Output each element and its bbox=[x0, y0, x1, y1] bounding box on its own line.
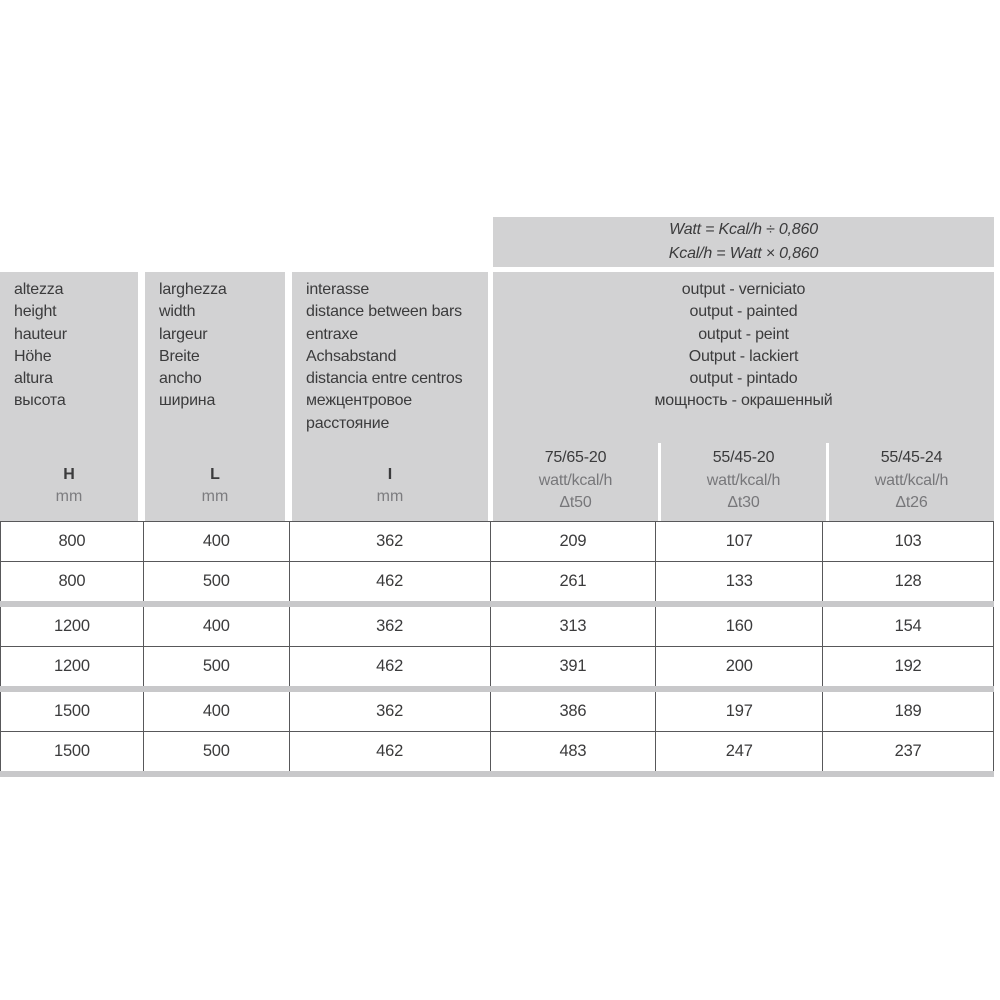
cell-height: 1500 bbox=[1, 732, 144, 771]
table-row bbox=[0, 562, 994, 601]
subheader-dt50 bbox=[493, 443, 658, 521]
cell-width: 500 bbox=[144, 647, 290, 686]
interaxis-label-es: distancia entre centros bbox=[306, 370, 463, 388]
height-labels bbox=[0, 272, 138, 413]
interaxis-label-ru: межцентровое расстояние bbox=[306, 392, 412, 432]
regime-dt26: 55/45-24 bbox=[880, 449, 943, 466]
delta-dt30: Δt30 bbox=[727, 494, 760, 511]
output-labels bbox=[493, 272, 994, 443]
output-label-fr: output - peint bbox=[698, 325, 789, 343]
delta-dt26: Δt26 bbox=[895, 494, 928, 511]
cell-interaxis: 362 bbox=[290, 607, 491, 646]
delta-dt50: Δt50 bbox=[559, 494, 592, 511]
output-label-ru: мощность - окрашенный bbox=[654, 392, 833, 410]
cell-output-dt50: 261 bbox=[491, 562, 657, 601]
height-label-es: altura bbox=[14, 370, 53, 388]
width-unit: mm bbox=[201, 488, 229, 505]
height-label-en: height bbox=[14, 303, 57, 321]
cell-output-dt30: 107 bbox=[656, 522, 823, 561]
interaxis-symbol-block bbox=[292, 464, 488, 508]
table-row bbox=[0, 607, 994, 646]
interaxis-label-fr: entraxe bbox=[306, 325, 358, 343]
cell-interaxis: 462 bbox=[290, 732, 491, 771]
output-label-es: output - pintado bbox=[689, 370, 798, 388]
cell-width: 400 bbox=[144, 607, 290, 646]
header-column-height bbox=[0, 272, 138, 521]
cell-output-dt26: 192 bbox=[823, 647, 994, 686]
width-label-fr: largeur bbox=[159, 325, 208, 343]
width-label-en: width bbox=[159, 303, 196, 321]
cell-height: 1500 bbox=[1, 692, 144, 731]
width-label-it: larghezza bbox=[159, 281, 227, 298]
cell-output-dt26: 103 bbox=[823, 522, 994, 561]
output-label-en: output - painted bbox=[689, 303, 798, 321]
header-column-interaxis bbox=[292, 272, 488, 521]
cell-height: 1200 bbox=[1, 647, 144, 686]
cell-width: 400 bbox=[144, 522, 290, 561]
interaxis-label-en: distance between bars bbox=[306, 303, 462, 321]
unit-dt30: watt/kcal/h bbox=[706, 471, 781, 489]
cell-output-dt26: 189 bbox=[823, 692, 994, 731]
interaxis-unit: mm bbox=[376, 488, 404, 505]
cell-interaxis: 362 bbox=[290, 522, 491, 561]
interaxis-labels bbox=[292, 272, 488, 435]
cell-output-dt50: 391 bbox=[491, 647, 657, 686]
cell-width: 500 bbox=[144, 562, 290, 601]
output-label-de: Output - lackiert bbox=[688, 347, 799, 365]
height-label-fr: hauteur bbox=[14, 325, 67, 343]
formula-line-1: Watt = Kcal/h ÷ 0,860 bbox=[669, 221, 818, 238]
table-row bbox=[0, 692, 994, 731]
width-symbol-block bbox=[145, 464, 285, 508]
cell-output-dt50: 386 bbox=[491, 692, 657, 731]
header-column-output bbox=[493, 272, 994, 521]
table-row bbox=[0, 647, 994, 686]
cell-output-dt30: 200 bbox=[656, 647, 823, 686]
cell-output-dt50: 209 bbox=[491, 522, 657, 561]
cell-width: 500 bbox=[144, 732, 290, 771]
header-column-width bbox=[145, 272, 285, 521]
height-label-it: altezza bbox=[14, 281, 64, 298]
cell-width: 400 bbox=[144, 692, 290, 731]
cell-output-dt26: 128 bbox=[823, 562, 994, 601]
interaxis-label-it: interasse bbox=[306, 281, 370, 298]
cell-output-dt30: 247 bbox=[656, 732, 823, 771]
regime-dt30: 55/45-20 bbox=[712, 449, 775, 466]
cell-interaxis: 362 bbox=[290, 692, 491, 731]
cell-output-dt26: 237 bbox=[823, 732, 994, 771]
width-labels bbox=[145, 272, 285, 413]
formula-line-2: Kcal/h = Watt × 0,860 bbox=[668, 245, 819, 262]
cell-output-dt30: 160 bbox=[656, 607, 823, 646]
cell-height: 1200 bbox=[1, 607, 144, 646]
height-unit: mm bbox=[55, 488, 83, 505]
regime-dt50: 75/65-20 bbox=[544, 449, 607, 466]
cell-interaxis: 462 bbox=[290, 562, 491, 601]
cell-height: 800 bbox=[1, 522, 144, 561]
cell-interaxis: 462 bbox=[290, 647, 491, 686]
cell-output-dt30: 197 bbox=[656, 692, 823, 731]
width-label-de: Breite bbox=[159, 347, 200, 365]
cell-output-dt50: 313 bbox=[491, 607, 657, 646]
conversion-formula-box bbox=[493, 217, 994, 267]
spec-table bbox=[0, 521, 994, 777]
cell-output-dt30: 133 bbox=[656, 562, 823, 601]
interaxis-symbol: I bbox=[387, 466, 393, 483]
width-label-ru: ширина bbox=[159, 392, 216, 410]
height-symbol-block bbox=[0, 464, 138, 508]
width-symbol: L bbox=[210, 466, 220, 483]
subheader-dt30 bbox=[661, 443, 826, 521]
output-label-it: output - verniciato bbox=[681, 281, 806, 298]
cell-height: 800 bbox=[1, 562, 144, 601]
cell-output-dt50: 483 bbox=[491, 732, 657, 771]
table-row bbox=[0, 522, 994, 561]
height-label-de: Höhe bbox=[14, 347, 52, 365]
interaxis-label-de: Achsabstand bbox=[306, 347, 397, 365]
output-subheaders bbox=[493, 443, 994, 521]
unit-dt50: watt/kcal/h bbox=[538, 471, 613, 489]
subheader-dt26 bbox=[829, 443, 994, 521]
width-label-es: ancho bbox=[159, 370, 202, 388]
group-separator bbox=[0, 771, 994, 777]
height-label-ru: высота bbox=[14, 392, 66, 410]
unit-dt26: watt/kcal/h bbox=[874, 471, 949, 489]
height-symbol: H bbox=[63, 466, 75, 483]
table-row bbox=[0, 732, 994, 771]
cell-output-dt26: 154 bbox=[823, 607, 994, 646]
